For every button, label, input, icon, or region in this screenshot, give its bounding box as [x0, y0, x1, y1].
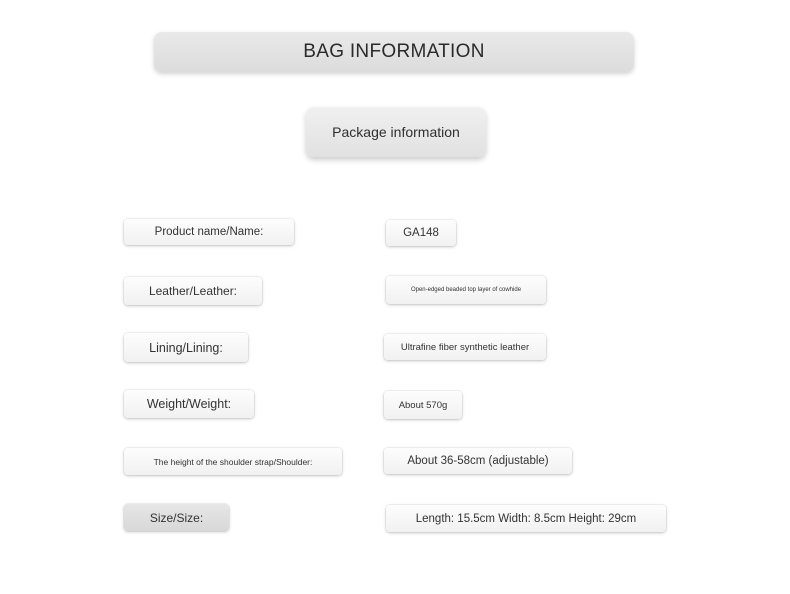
leather-value: Open-edged beaded top layer of cowhide	[386, 276, 546, 304]
weight-label: Weight/Weight:	[124, 390, 254, 418]
weight-value: About 570g	[384, 391, 462, 419]
section-title: Package information	[306, 107, 486, 157]
shoulder-strap-label: The height of the shoulder strap/Shoulder:	[124, 448, 342, 475]
product-name-label: Product name/Name:	[124, 219, 294, 245]
lining-value: Ultrafine fiber synthetic leather	[384, 334, 546, 360]
size-value: Length: 15.5cm Width: 8.5cm Height: 29cm	[386, 505, 666, 532]
size-label: Size/Size:	[124, 504, 229, 531]
product-name-value: GA148	[386, 220, 456, 246]
leather-label: Leather/Leather:	[124, 277, 262, 305]
shoulder-strap-value: About 36-58cm (adjustable)	[384, 448, 572, 474]
page-title: BAG INFORMATION	[154, 32, 634, 72]
lining-label: Lining/Lining:	[124, 333, 248, 362]
